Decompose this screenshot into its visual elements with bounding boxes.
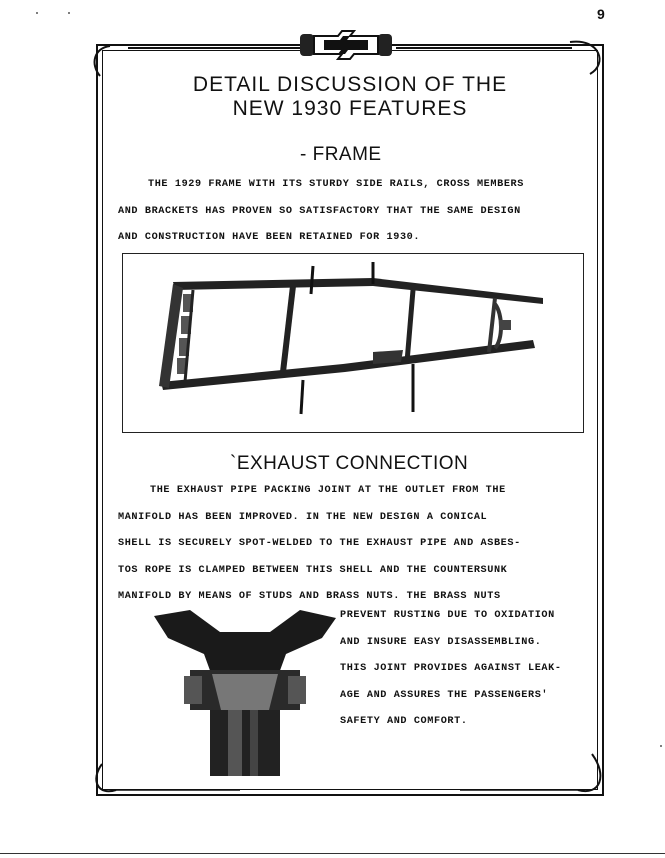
chevrolet-bowtie-emblem — [298, 28, 394, 62]
frame-line: AND CONSTRUCTION HAVE BEEN RETAINED FOR 1930. — [118, 232, 421, 243]
exhaust-side-line: AND INSURE EASY DISASSEMBLING. — [340, 636, 542, 648]
frame-line: THE 1929 FRAME WITH ITS STURDY SIDE RAILS, CROSS MEMBERS — [148, 179, 524, 190]
exhaust-joint-photo — [150, 610, 340, 780]
page-number: 9 — [597, 6, 605, 22]
page-title-line-1: DETAIL DISCUSSION OF THE — [192, 73, 508, 96]
scan-speck — [660, 745, 662, 747]
exhaust-heading: `EXHAUST CONNECTION — [230, 453, 469, 474]
scan-speck — [36, 12, 38, 14]
scan-bottom-edge — [0, 853, 665, 854]
page-title-line-2: NEW 1930 FEATURES — [232, 97, 468, 120]
exhaust-side-line: PREVENT RUSTING DUE TO OXIDATION — [340, 610, 555, 621]
exhaust-side-line: AGE AND ASSURES THE PASSENGERS' — [340, 689, 549, 701]
frame-paragraph — [118, 172, 524, 252]
exhaust-side-line: SAFETY AND COMFORT. — [340, 716, 468, 727]
exhaust-line: TOS ROPE IS CLAMPED BETWEEN THIS SHELL AND THE COUNTERSUNK — [118, 564, 508, 576]
exhaust-paragraph — [118, 478, 521, 611]
scan-speck — [68, 12, 70, 14]
exhaust-side-line: THIS JOINT PROVIDES AGAINST LEAK- — [340, 663, 562, 674]
exhaust-line: MANIFOLD BY MEANS OF STUDS AND BRASS NUTS. THE BRASS NUTS — [118, 591, 501, 602]
exhaust-line: THE EXHAUST PIPE PACKING JOINT AT THE OUTLET FROM THE — [150, 485, 506, 496]
frame-line: AND BRACKETS HAS PROVEN SO SATISFACTORY THAT THE SAME DESIGN — [118, 205, 521, 217]
exhaust-side-paragraph — [340, 603, 562, 736]
exhaust-line: SHELL IS SECURELY SPOT-WELDED TO THE EXHAUST PIPE AND ASBES- — [118, 538, 521, 549]
frame-heading: - FRAME — [300, 144, 382, 165]
chassis-frame-illustration — [123, 254, 583, 432]
exhaust-line: MANIFOLD HAS BEEN IMPROVED. IN THE NEW DESIGN A CONICAL — [118, 511, 488, 523]
chassis-frame-photo — [122, 253, 584, 433]
